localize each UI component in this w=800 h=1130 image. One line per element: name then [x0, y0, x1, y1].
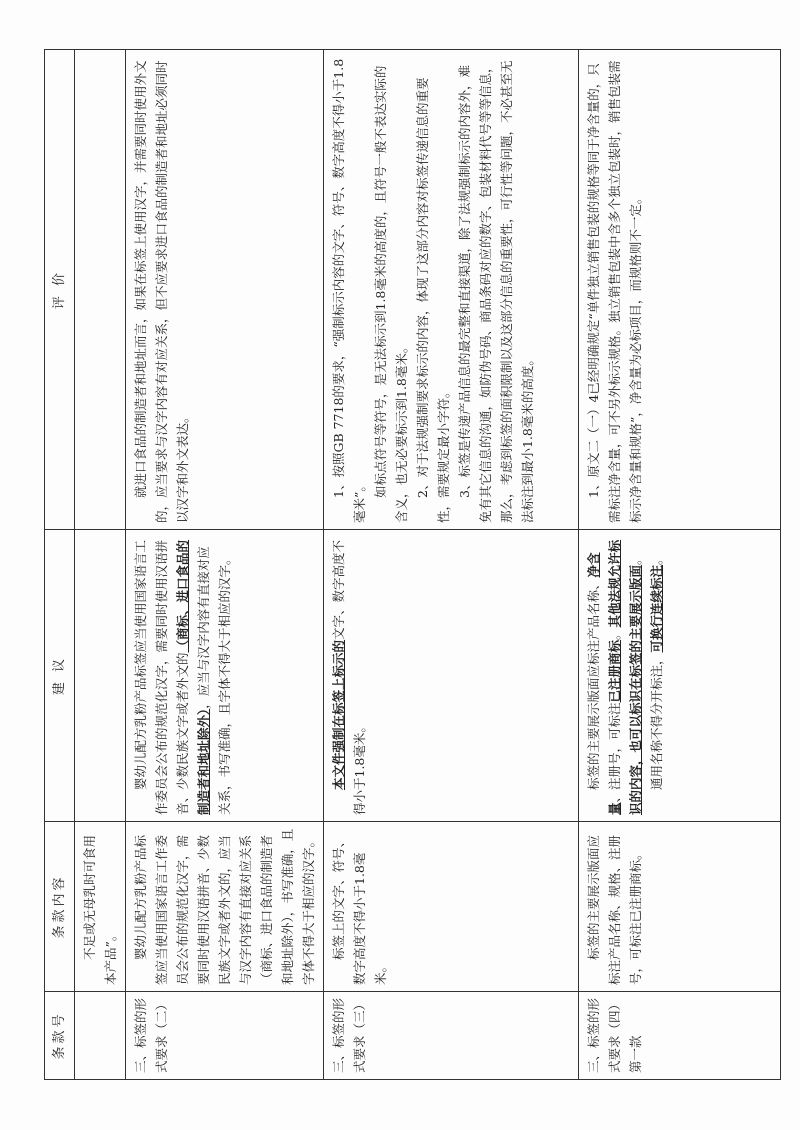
suggestion-cell: 标签的主要展示版面应标注产品名称、净含量、注册号，可标注已注册商标。其他法规允许标识的内容，也可以标识在标签的主要展示版面。 通用名称不得分开标注，可换行连续标注。 — [579, 530, 781, 822]
suggestion-cell: 本文件强制在标签上标示的文字、数字高度不得小于1.8毫米。 — [324, 530, 579, 822]
emphasis-text: 净含量 — [586, 552, 622, 815]
evaluation-cell: 1、原文二（一）4已经明确规定“单件独立销售包装的规格等同于净含量的，只需标注净含量，可不另外标示规格。独立销售包装中含多个独立包装时，销售包装需标示净含量和规格”，净含量为必标项目，而规格则不一定。 — [579, 50, 781, 530]
header-clause-content: 条款内容 — [45, 822, 75, 992]
evaluation-cell: 1、按照GB 7718的要求，“强制标示内容的文字、符号、数字高度不得小于1.8毫米”。 如标点符号等符号，是无法标示到1.8毫米的高度的，且符号一般不表达实际的含义，也无必要标示到1.8毫米。 2、对于法规强制要求标示的内容，体现了这部分内容对标签传递信息的重要性，需要规定最小字符。 3、标签是传递产品信息的最完整和直接渠道，除了法规强制标示的内容外，难免有其它信息的沟通，如防伪号码、商品条码对应的数字、包装材料代号等等信息，那么，考虑到标签的面积限制以及这部分信息的重要性，可行性等问题，不必甚至无法标注到最小1.8毫米的高度。 — [324, 50, 579, 530]
table-header-row — [45, 50, 75, 1080]
clause-no-cell: 三、标签的形式要求（四）第一款 — [579, 992, 781, 1080]
header-suggestion: 建 议 — [45, 530, 75, 822]
clause-content-cell: 婴幼儿配方乳粉产品标签应当使用国家语言工作委员会公布的规范化汉字，需要同时使用汉语拼音、少数民族文字或者外文的，应当与汉字内容有直接对应关系（商标、进口食品的制造者和地址除外），书写准确，且字体不得大于相应的汉字。 — [126, 822, 324, 992]
header-evaluation: 评 价 — [45, 50, 75, 530]
clause-content-cell: 不足或无母乳时可食用本产品”。 — [75, 822, 126, 992]
clause-no-cell: 三、标签的形式要求（二） — [126, 992, 324, 1080]
evaluation-cell: 就进口食品的制造者和地址而言，如果在标签上使用汉字，并需要同时使用外文的，应当要求与汉字内容有对应关系，但不应要求进口食品的制造者和地址必须同时以汉字和外文表达。 — [126, 50, 324, 530]
clause-content-cell: 标签的主要展示版面应标注产品名称、规格、注册号，可标注已注册商标。 — [579, 822, 781, 992]
clause-no-cell — [75, 992, 126, 1080]
clause-no-cell: 三、标签的形式要求（三） — [324, 992, 579, 1080]
emphasis-text: 可换行连续标注 — [649, 564, 664, 653]
emphasis-text: 本文件强制在标签上标示的 — [331, 639, 346, 790]
emphasis-text: （商标、进口食品的制造者和地址除外） — [175, 539, 211, 815]
suggestion-cell: 婴幼儿配方乳粉产品标签应当使用国家语言工作委员会公布的规范化汉字，需要同时使用汉语拼音、少数民族文字或者外文的（商标、进口食品的制造者和地址除外），应当与汉字内容有直接对应关系，书写准确，且字体不得大于相应的汉字。 — [126, 530, 324, 822]
clause-content-cell: 标签上的文字、符号、数字高度不得小于1.8毫米。 — [324, 822, 579, 992]
suggestion-cell — [75, 530, 126, 822]
header-clause-no: 条款号 — [45, 992, 75, 1080]
clause-table — [44, 49, 781, 1080]
evaluation-cell — [75, 50, 126, 530]
emphasis-text: 其他法规允许标识的内容，也可以标识在标签的主要展示版面 — [607, 539, 643, 815]
table-row — [126, 50, 324, 1080]
table-row — [579, 50, 781, 1080]
table-row — [324, 50, 579, 1080]
rotated-page — [44, 50, 756, 1080]
emphasis-text: 已注册商标 — [607, 639, 622, 703]
table-row — [75, 50, 126, 1080]
